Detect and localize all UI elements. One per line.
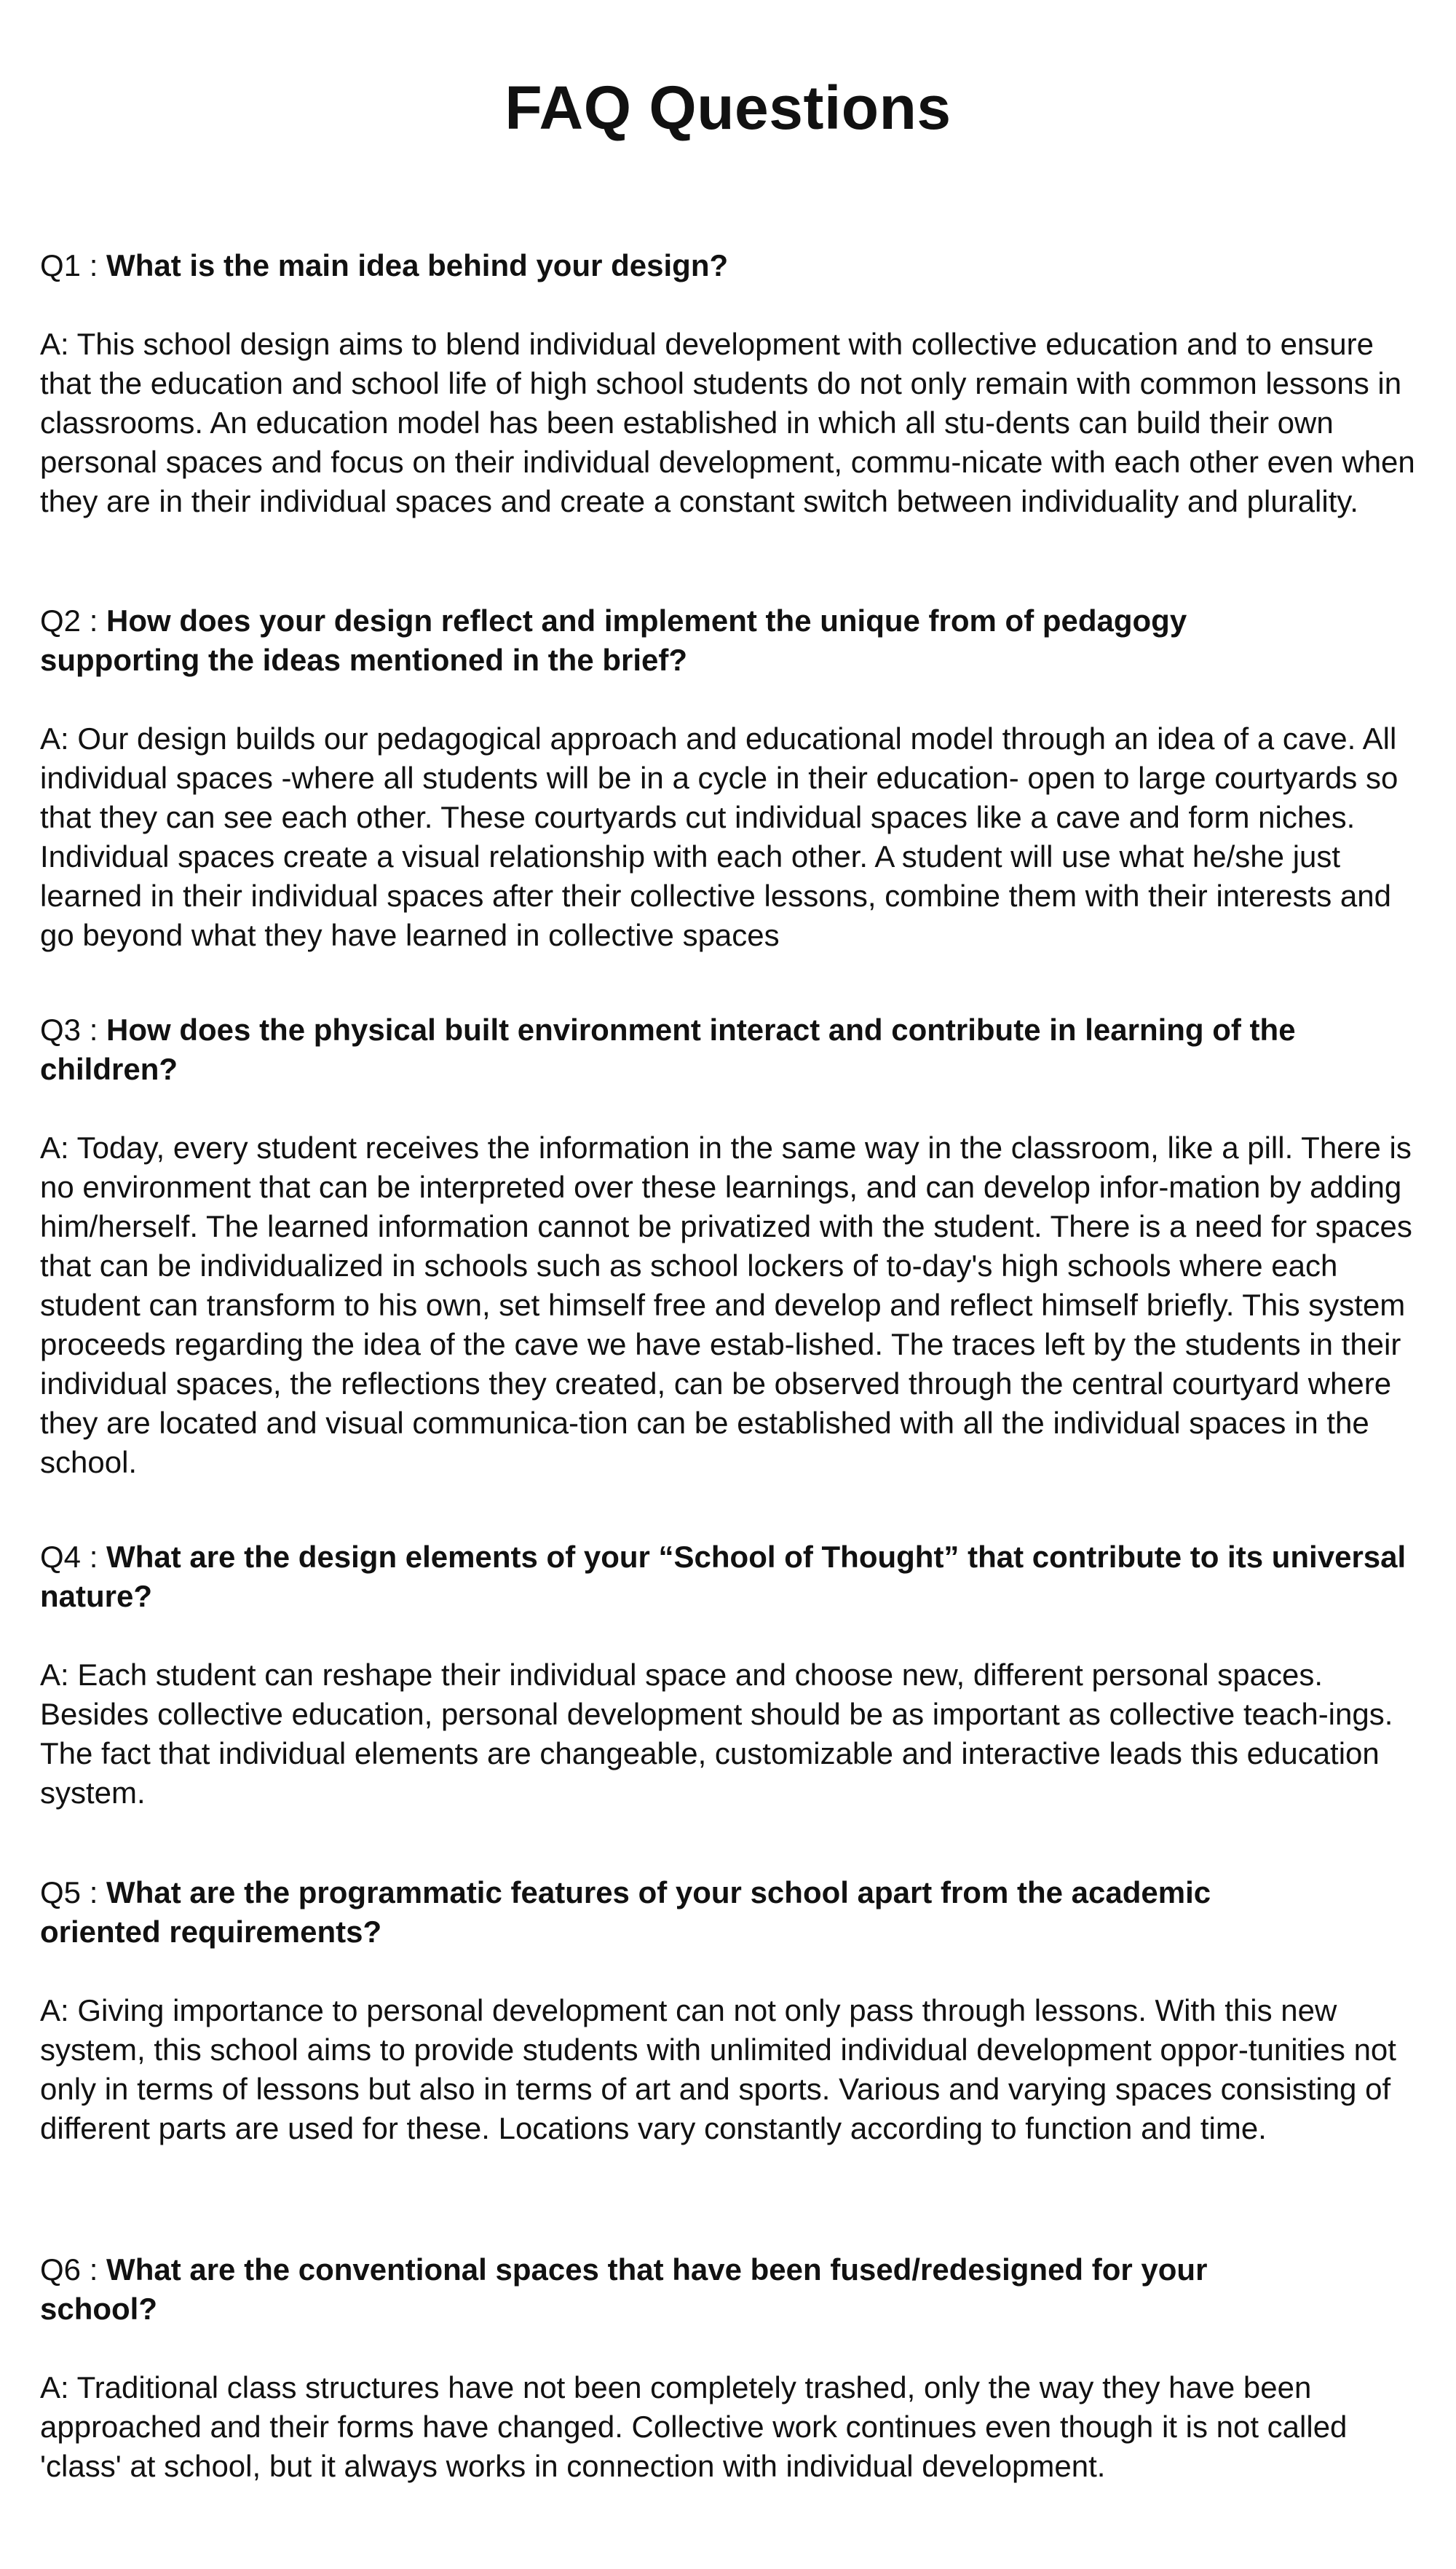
- question-text: What are the conventional spaces that have been fused/redesigned for your school?: [40, 2252, 1208, 2326]
- question-number: Q3 :: [40, 1013, 107, 1047]
- question-text: How does your design reflect and implement the unique from of pedagogy supporting the ideas mentioned in the brief?: [40, 603, 1187, 677]
- answer-text: A: This school design aims to blend individual development with collective education and to ensure that the education and school life of high school students do not only remain with common lessons in classrooms. An education model has been established in which all stu-dents can build their own personal spaces and focus on their individual development, commu-nicate with each other even when they are in their individual spaces and create a constant switch between individuality and plurality.: [40, 327, 1415, 518]
- faq-item: [40, 1010, 1431, 1482]
- faq-item: [40, 1537, 1431, 1813]
- faq-item: [40, 601, 1431, 955]
- question: [40, 2250, 1431, 2329]
- answer-text: A: Our design builds our pedagogical approach and educational model through an idea of a cave. All individual spaces -where all students will be in a cycle in their education- open to large courtyards so that they can see each other. These courtyards cut individual spaces like a cave and form niches. Individual spaces create a visual relationship with each other. A student will use what he/she just learned in their individual spaces after their collective lessons, combine them with their interests and go beyond what they have learned in collective spaces: [40, 721, 1398, 952]
- faq-item: [40, 246, 1431, 521]
- question-number: Q5 :: [40, 1875, 107, 1909]
- question: [40, 246, 1431, 285]
- question-text: How does the physical built environment interact and contribute in learning of the children?: [40, 1013, 1296, 1086]
- question-number: Q1 :: [40, 248, 107, 282]
- question-number: Q4 :: [40, 1540, 107, 1574]
- question-text: What are the design elements of your “School of Thought” that contribute to its universal nature?: [40, 1540, 1406, 1613]
- faq-item: [40, 1873, 1431, 2148]
- answer-text: A: Giving importance to personal development can not only pass through lessons. With this new system, this school aims to provide students with unlimited individual development oppor-tunities not only in terms of lessons but also in terms of art and sports. Various and varying spaces consisting of different parts are used for these. Locations vary constantly according to function and time.: [40, 1993, 1396, 2145]
- answer-text: A: Today, every student receives the information in the same way in the classroom, like a pill. There is no environment that can be interpreted over these learnings, and can develop infor-mation by adding him/herself. The learned information cannot be privatized with the student. There is a need for spaces that can be individualized in schools such as school lockers of to-day's high schools where each student can transform to his own, set himself free and develop and reflect himself briefly. This system proceeds regarding the idea of the cave we have estab-lished. The traces left by the students in their individual spaces, the reflections they created, can be observed through the central courtyard where they are located and visual communica-tion can be established with all the individual spaces in the school.: [40, 1131, 1412, 1479]
- answer-text: A: Traditional class structures have not been completely trashed, only the way they have been approached and their forms have changed. Collective work continues even though it is not called 'class' at school, but it always works in connection with individual development.: [40, 2370, 1348, 2483]
- question: [40, 1010, 1431, 1089]
- page-title: FAQ Questions: [505, 74, 951, 142]
- question-text: What is the main idea behind your design?: [106, 248, 729, 282]
- question-number: Q2 :: [40, 603, 107, 638]
- question-text: What are the programmatic features of your school apart from the academic oriented requirements?: [40, 1875, 1211, 1949]
- answer-text: A: Each student can reshape their individual space and choose new, different personal spaces. Besides collective education, personal development should be as important as collective teach-ings. The fact that individual elements are changeable, customizable and interactive leads this education system.: [40, 1658, 1393, 1810]
- question: [40, 601, 1431, 680]
- question-number: Q6 :: [40, 2252, 107, 2287]
- question: [40, 1537, 1431, 1616]
- faq-item: [40, 2250, 1431, 2486]
- question: [40, 1873, 1431, 1952]
